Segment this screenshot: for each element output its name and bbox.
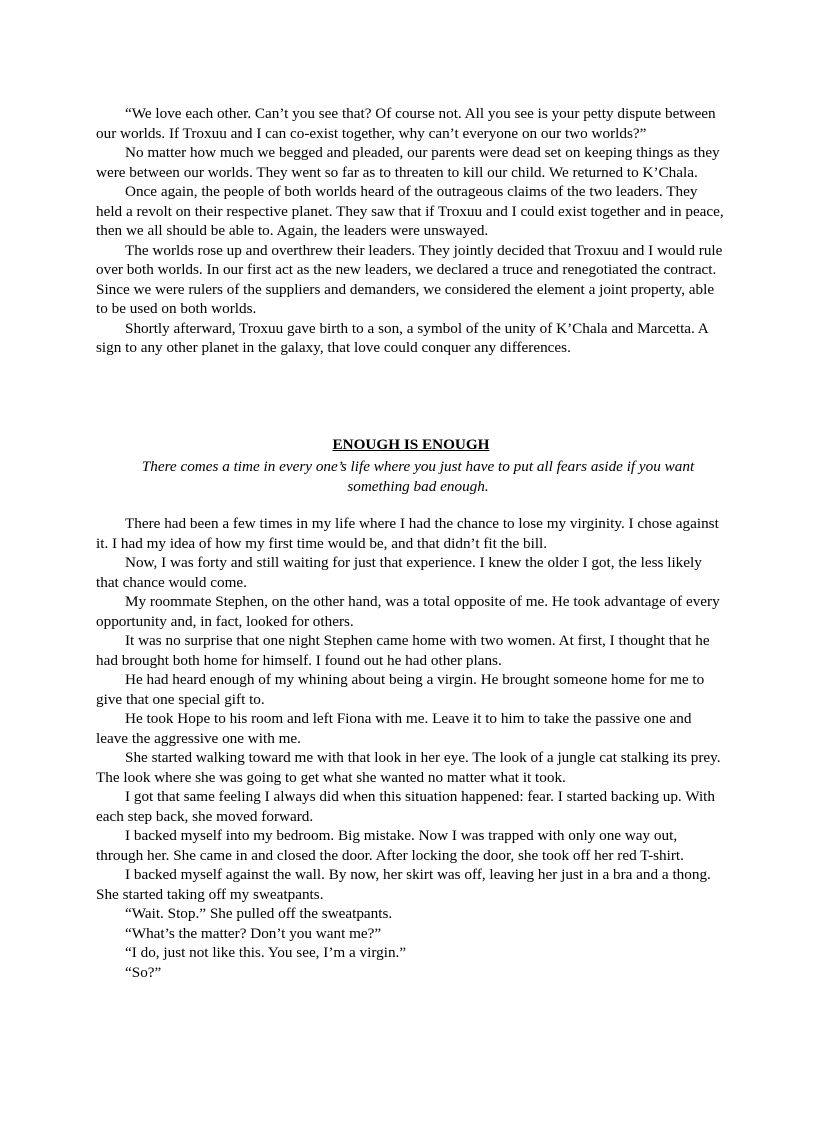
paragraph: I got that same feeling I always did when this situation happened: fear. I started backing up. With each step back, she moved forward. [96, 788, 715, 825]
dialogue-line: “Wait. Stop.” She pulled off the sweatpants. [125, 905, 393, 922]
paragraph: It was no surprise that one night Stephen came home with two women. At first, I thought that he had brought both home for himself. I found out he had other plans. [96, 632, 710, 669]
paragraph: My roommate Stephen, on the other hand, was a total opposite of me. He took advantage of every opportunity and, in fact, looked for others. [96, 593, 720, 630]
paragraph: I backed myself into my bedroom. Big mistake. Now I was trapped with only one way out, through her. She came in and closed the door. After locking the door, she took off her red T-shirt. [96, 827, 684, 864]
story-enough-is-enough [96, 514, 726, 982]
story-previous-ending [96, 104, 726, 358]
paragraph: There had been a few times in my life where I had the chance to lose my virginity. I chose against it. I had my idea of how my first time would be, and that didn’t fit the bill. [96, 515, 719, 552]
paragraph: Shortly afterward, Troxuu gave birth to a son, a symbol of the unity of K’Chala and Marcetta. A sign to any other planet in the galaxy, that love could conquer any differences. [96, 319, 708, 356]
paragraph: The worlds rose up and overthrew their leaders. They jointly decided that Troxuu and I would rule over both worlds. In our first act as the new leaders, we declared a truce and renegotiated the contract. Since we were rulers of the suppliers and demanders, we considered the element a joint property, able to be used on both worlds. [96, 241, 723, 317]
paragraph: He took Hope to his room and left Fiona with me. Leave it to him to take the passive one and leave the aggressive one with me. [96, 710, 692, 747]
dialogue-line: “What’s the matter? Don’t you want me?” [125, 924, 382, 942]
paragraph: No matter how much we begged and pleaded, our parents were dead set on keeping things as they were between our worlds. They went so far as to threaten to kill our child. We returned to K’Chala. [96, 144, 720, 181]
paragraph: Now, I was forty and still waiting for just that experience. I knew the older I got, the less likely that chance would come. [96, 554, 702, 591]
paragraph: He had heard enough of my whining about being a virgin. He brought someone home for me to give that one special gift to. [96, 671, 705, 708]
dialogue-line: “I do, just not like this. You see, I’m a virgin.” [125, 944, 407, 961]
paragraph: She started walking toward me with that look in her eye. The look of a jungle cat stalking its prey. The look where she was going to get what she wanted no matter what it took. [96, 749, 721, 786]
dialogue-line: “So?” [125, 963, 162, 981]
section-title: ENOUGH IS ENOUGH [332, 436, 490, 453]
paragraph: Once again, the people of both worlds heard of the outrageous claims of the two leaders. They held a revolt on their respective planet. They saw that if Troxuu and I could exist together and in peace, then we all should be able to. Again, the leaders were unswayed. [96, 183, 724, 239]
paragraph: I backed myself against the wall. By now, her skirt was off, leaving her just in a bra and a thong. She started taking off my sweatpants. [96, 866, 711, 903]
section-epigraph: There comes a time in every one’s life where you just have to put all fears aside if you want something bad enough. [141, 458, 695, 495]
paragraph: “We love each other. Can’t you see that? Of course not. All you see is your petty dispute between our worlds. If Troxuu and I can co-exist together, why can’t everyone on our two worlds?” [96, 105, 716, 142]
